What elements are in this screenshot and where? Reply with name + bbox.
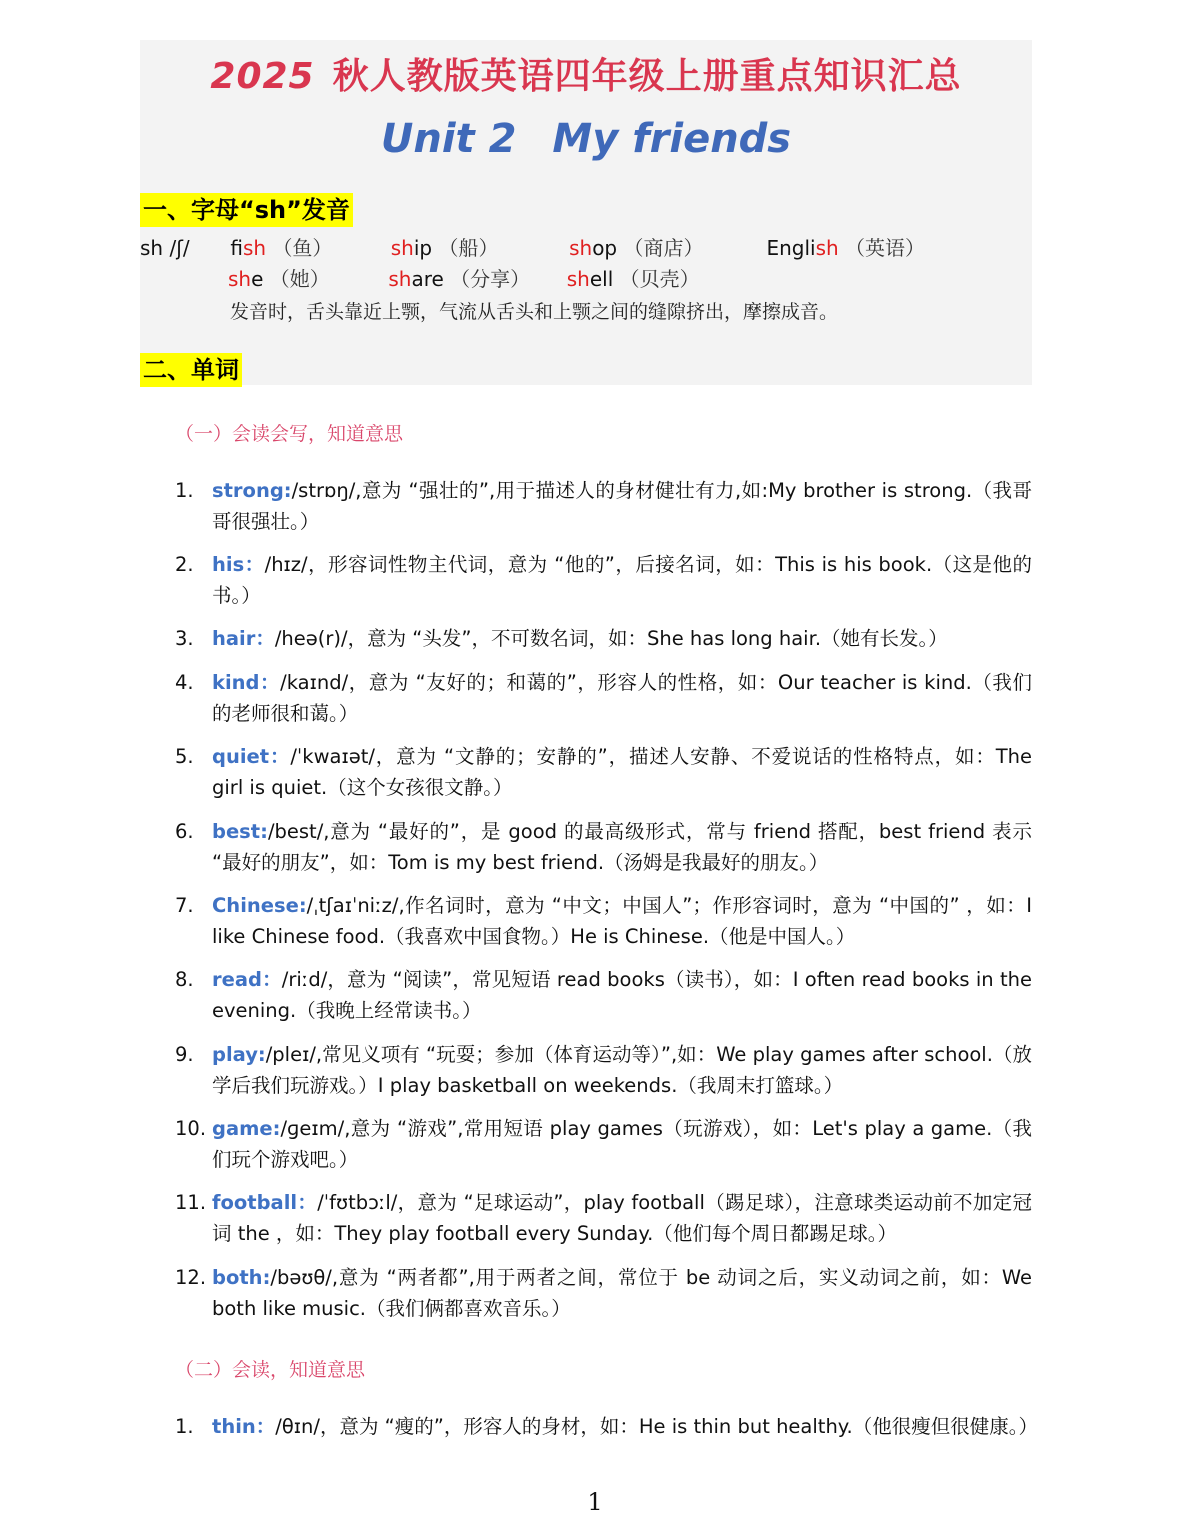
list-item: 3. hair：/heə(r)/，意为 “头发”，不可数名词，如：She has long hair.（她有长发。） bbox=[175, 627, 948, 650]
list-item: 1. thin：/θɪn/，意为 “瘦的”，形容人的身材，如：He is thin but healthy.（他很瘦但很健康。） bbox=[175, 1415, 1039, 1438]
pronunciation-note: 发音时，舌头靠近上颚，气流从舌头和上颚之间的缝隙挤出，摩擦成音。 bbox=[230, 301, 839, 323]
phonics-word: share （分享） bbox=[388, 267, 531, 291]
section-heading-vocabulary: 二、单词 bbox=[140, 353, 242, 387]
phonics-word: shell （贝壳） bbox=[566, 267, 700, 291]
list-item: 2. his：/hɪz/，形容词性物主代词，意为 “他的”，后接名词，如：This is his book.（这是他的书。） bbox=[175, 553, 1032, 607]
list-item: 11. football：/ˈfʊtbɔːl/，意为 “足球运动”，play football（踢足球），注意球类运动前不加定冠词 the ，如：They play football every Sunday.（他们每个周日都踢足球。） bbox=[175, 1191, 1032, 1245]
subheading-read-only: （二）会读，知道意思 bbox=[175, 1359, 366, 1381]
unit-name: My friends bbox=[552, 116, 792, 162]
phonics-word: ship （船） bbox=[390, 236, 499, 260]
phonics-word: English （英语） bbox=[766, 236, 926, 260]
title-text: 秋人教版英语四年级上册重点知识汇总 bbox=[332, 56, 962, 97]
phonics-word: fish （鱼） bbox=[230, 236, 333, 260]
list-item: 12. both:/bəʊθ/,意为 “两者都”,用于两者之间，常位于 be 动词之后，实义动词之前，如：We both like music.（我们俩都喜欢音乐。） bbox=[175, 1266, 1032, 1320]
title-year: 2025 bbox=[210, 56, 315, 97]
sound-label: sh /ʃ/ bbox=[140, 236, 190, 260]
page-number: 1 bbox=[587, 1488, 603, 1516]
list-item: 7. Chinese:/ˌtʃaɪˈniːz/,作名词时，意为 “中文；中国人”；作形容词时，意为 “中国的” ，如：I like Chinese food.（我喜欢中国食物。）He is Chinese.（他是中国人。） bbox=[175, 894, 1032, 948]
page-title bbox=[140, 48, 1032, 99]
phonics-word: shop （商店） bbox=[569, 236, 704, 260]
list-item: 1. strong:/strɒŋ/,意为 “强壮的”,用于描述人的身材健壮有力,如:My brother is strong.（我哥哥很强壮。） bbox=[175, 479, 1032, 533]
phonics-row-1 bbox=[140, 234, 925, 262]
list-item: 10. game:/ɡeɪm/,意为 “游戏”,常用短语 play games（玩游戏），如：Let's play a game.（我们玩个游戏吧。） bbox=[175, 1117, 1032, 1171]
list-item: 8. read：/riːd/，意为 “阅读”，常见短语 read books（读书），如：I often read books in the evening.（我晚上经常读书。） bbox=[175, 968, 1032, 1022]
list-item: 5. quiet：/ˈkwaɪət/，意为 “文静的；安静的”，描述人安静、不爱说话的性格特点，如：The girl is quiet.（这个女孩很文静。） bbox=[175, 745, 1032, 799]
phonics-row-2 bbox=[228, 265, 700, 293]
unit-label: Unit 2 bbox=[380, 116, 517, 162]
section-heading-phonics: 一、字母“sh”发音 bbox=[140, 193, 353, 227]
list-item: 4. kind：/kaɪnd/，意为 “友好的；和蔼的”，形容人的性格，如：Our teacher is kind.（我们的老师很和蔼。） bbox=[175, 671, 1032, 725]
list-item: 9. play:/pleɪ/,常见义项有 “玩耍；参加（体育运动等）”,如：We play games after school.（放学后我们玩游戏。）I play basketball on weekends.（我周末打篮球。） bbox=[175, 1043, 1032, 1097]
unit-title bbox=[140, 116, 1032, 162]
phonics-word: she （她） bbox=[228, 267, 330, 291]
list-item: 6. best:/best/,意为 “最好的”，是 good 的最高级形式，常与 friend 搭配，best friend 表示 “最好的朋友”，如：Tom is my best friend.（汤姆是我最好的朋友。） bbox=[175, 820, 1032, 874]
subheading-read-write: （一）会读会写，知道意思 bbox=[175, 423, 404, 445]
